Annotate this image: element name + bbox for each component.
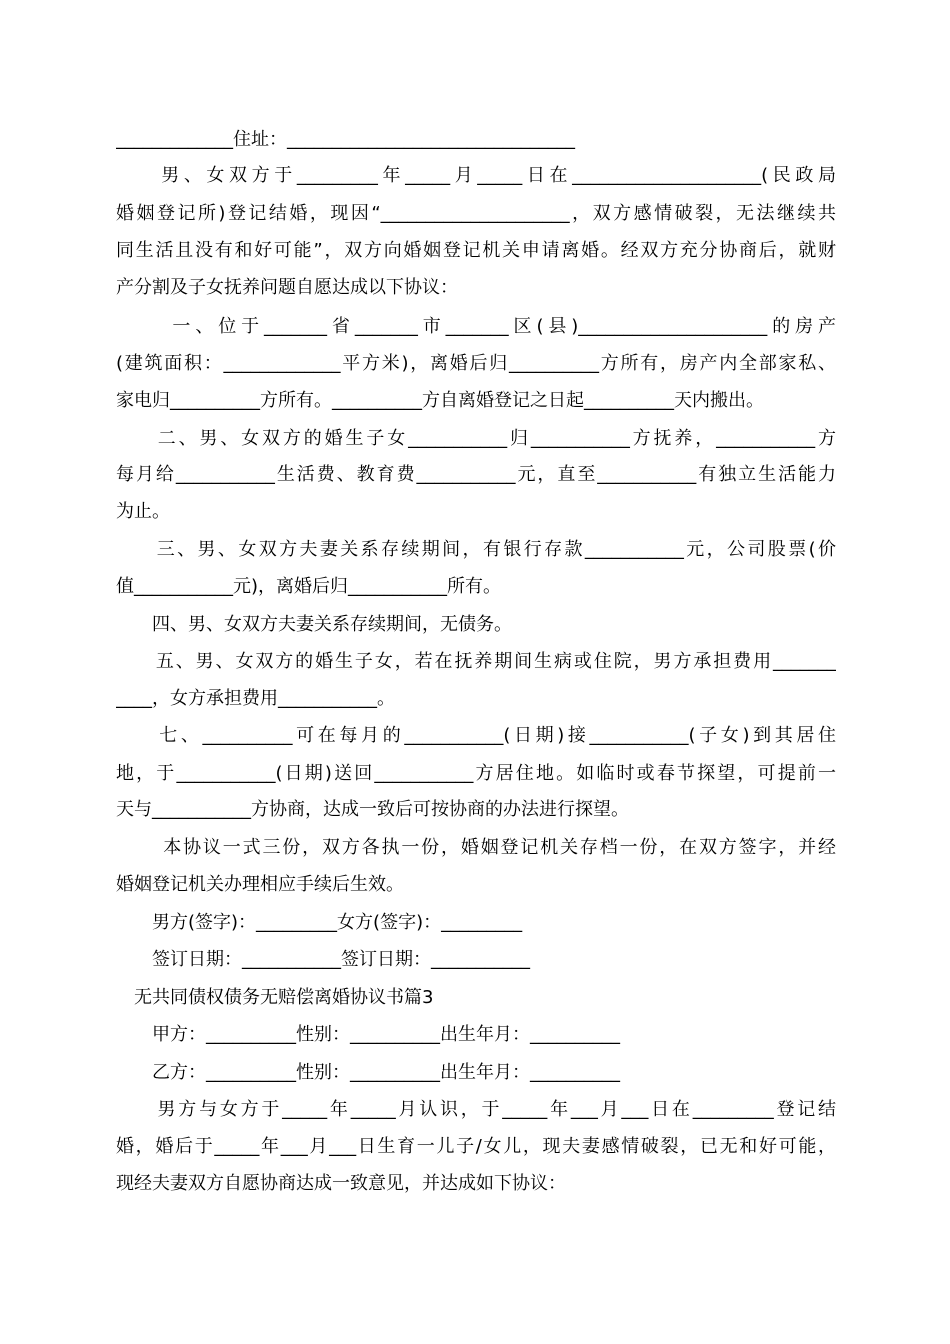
doc-line-marriage-date: 男、女双方于_________年_____月_____日在_____________________(民政局 bbox=[116, 165, 836, 186]
signature-line: 男方(签字)：_________女方(签字)：_________ bbox=[116, 912, 523, 933]
background-line-1: 男方与女方于_____年_____月认识，于_____年___月___日在_________登记结 bbox=[116, 1099, 836, 1120]
section-heading: 无共同债权债务无赔偿离婚协议书篇3 bbox=[116, 987, 434, 1008]
doc-line-registration: 婚姻登记所)登记结婚，现因“_____________________，双方感情破裂，无法继续共 bbox=[116, 203, 836, 224]
clause-5-line-1: 五、男、女双方的婚生子女，若在抚养期间生病或住院，男方承担费用_______ bbox=[116, 651, 836, 672]
sign-date-line: 签订日期：___________签订日期：___________ bbox=[116, 949, 530, 970]
clause-5-line-2: ____，女方承担费用___________。 bbox=[116, 688, 395, 709]
party-a-line: 甲方：__________性别：__________出生年月：__________ bbox=[116, 1024, 620, 1045]
clause-7-line-1: 七、__________可在每月的___________(日期)接___________(子女)到其居住 bbox=[116, 725, 836, 746]
closing-line-1: 本协议一式三份，双方各执一份，婚姻登记机关存档一份，在双方签字，并经 bbox=[116, 837, 836, 858]
clause-1-line-3: 家电归__________方所有。__________方自离婚登记之日起__________天内搬出。 bbox=[116, 390, 764, 411]
clause-7-line-2: 地，于___________(日期)送回___________方居住地。如临时或春节探望，可提前一 bbox=[116, 763, 836, 784]
background-line-3: 现经夫妻双方自愿协商达成一致意见，并达成如下协议： bbox=[116, 1173, 566, 1194]
party-b-line: 乙方：__________性别：__________出生年月：__________ bbox=[116, 1062, 620, 1083]
doc-line-agreement-intro: 产分割及子女抚养问题自愿达成以下协议： bbox=[116, 277, 458, 298]
clause-4-line: 四、男、女双方夫妻关系存续期间，无债务。 bbox=[116, 614, 512, 635]
background-line-2: 婚，婚后于_____年___月___日生育一儿子/女儿，现夫妻感情破裂，已无和好可能， bbox=[116, 1136, 836, 1157]
clause-2-line-2: 每月给___________生活费、教育费___________元，直至___________有独立生活能力 bbox=[116, 464, 836, 485]
clause-7-line-3: 天与___________方协商，达成一致后可按协商的办法进行探望。 bbox=[116, 799, 629, 820]
clause-3-line-1: 三、男、女双方夫妻关系存续期间，有银行存款___________元，公司股票(价 bbox=[116, 539, 836, 560]
doc-line-address: _____________住址：________________________________ bbox=[116, 129, 575, 150]
clause-3-line-2: 值___________元)，离婚后归___________所有。 bbox=[116, 576, 502, 597]
clause-1-line-2: (建筑面积：_____________平方米)，离婚后归__________方所有，房产内全部家私、 bbox=[116, 353, 836, 374]
closing-line-2: 婚姻登记机关办理相应手续后生效。 bbox=[116, 874, 404, 895]
clause-1-line-1: 一、位于_______省_______市_______区(县)_____________________的房产 bbox=[116, 316, 836, 337]
clause-2-line-1: 二、男、女双方的婚生子女___________归___________方抚养，___________方 bbox=[116, 428, 836, 449]
clause-2-line-3: 为止。 bbox=[116, 501, 170, 522]
doc-line-application: 同生活且没有和好可能”，双方向婚姻登记机关申请离婚。经双方充分协商后，就财 bbox=[116, 240, 836, 261]
